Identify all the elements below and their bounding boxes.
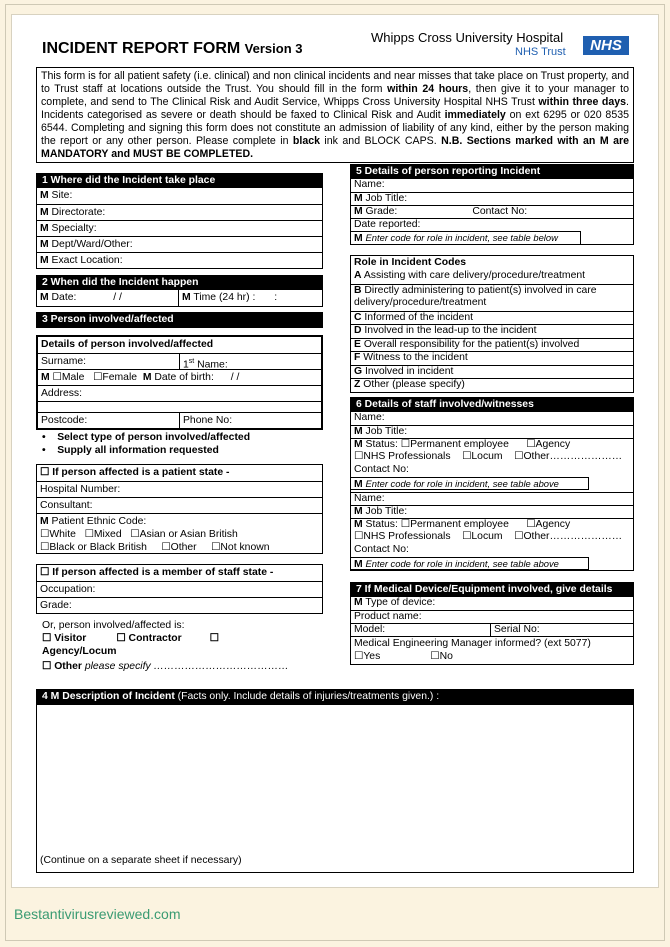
- not-known-checkbox[interactable]: ☐Not known: [211, 542, 270, 553]
- section-6-heading: 6 Details of staff involved/witnesses: [351, 398, 633, 412]
- role-code-item: delivery/procedure/treatment: [354, 297, 487, 308]
- staff-type-row[interactable]: [351, 531, 633, 544]
- role-codes-heading: Role in Incident Codes: [354, 257, 466, 268]
- person-details-box: [36, 335, 323, 430]
- reporter-name-field[interactable]: Name:: [354, 179, 385, 190]
- consultant-field[interactable]: Consultant:: [37, 497, 322, 513]
- role-code-item: Z Other (please specify): [351, 378, 633, 392]
- patient-heading[interactable]: ☐ If person affected is a patient state -: [40, 467, 230, 478]
- section-5-reporter: [350, 164, 634, 245]
- section-3-heading: 3 Person involved/affected: [37, 313, 322, 327]
- reporter-role-field[interactable]: M Enter code for role in incident, see table below: [351, 231, 581, 244]
- staff-heading[interactable]: ☐ If person affected is a member of staff state -: [40, 567, 274, 578]
- other-person-type: Or, person involved/affected is: ☐ Visitor ☐ Contractor ☐ Agency/Locum ☐ Other please specify …………………………………: [42, 620, 289, 672]
- model-field[interactable]: Model:: [351, 624, 491, 636]
- asian-checkbox[interactable]: ☐Asian or Asian British: [130, 529, 238, 540]
- section-4-description: [36, 689, 634, 873]
- other-staff-checkbox[interactable]: ☐Other…………………: [514, 531, 623, 542]
- locum-checkbox[interactable]: ☐Locum: [462, 451, 503, 462]
- section-4-heading: 4 M Description of Incident (Facts only. Include details of injuries/treatments given.) :: [37, 690, 633, 704]
- male-checkbox[interactable]: ☐Male: [52, 372, 85, 383]
- time-field[interactable]: M Time (24 hr) : :: [182, 292, 278, 303]
- grade-field[interactable]: Grade:: [37, 597, 322, 613]
- role-code-item: E Overall responsibility for the patient(s) involved: [351, 338, 633, 352]
- dept-field[interactable]: M Dept/Ward/Other:: [37, 236, 322, 252]
- manager-informed-group: Medical Engineering Manager informed? (ext 5077) ☐Yes ☐No: [351, 636, 633, 664]
- role-code-item: A Assisting with care delivery/procedure/treatment: [354, 270, 586, 281]
- role-code-item: C Informed of the incident: [351, 311, 633, 325]
- contractor-checkbox[interactable]: ☐ Contractor: [116, 633, 182, 644]
- nhs-prof-checkbox[interactable]: ☐NHS Professionals: [354, 531, 451, 542]
- reporter-grade-field[interactable]: M Grade: Contact No:: [351, 205, 633, 218]
- patient-box: [36, 464, 323, 554]
- staff-status-field[interactable]: M Status: ☐Permanent employee ☐Agency: [351, 518, 633, 531]
- staff-job-field[interactable]: M Job Title:: [351, 425, 633, 438]
- section-3-person: [36, 312, 323, 328]
- hospital-name: Whipps Cross University Hospital: [371, 30, 564, 45]
- site-field[interactable]: M Site:: [40, 190, 73, 201]
- continue-note: (Continue on a separate sheet if necessary): [40, 855, 242, 866]
- product-name-field[interactable]: Product name:: [351, 610, 633, 623]
- visitor-checkbox[interactable]: ☐ Visitor: [42, 633, 87, 644]
- role-code-item: F Witness to the incident: [351, 351, 633, 365]
- role-code-item: G Involved in incident: [351, 365, 633, 379]
- form-version: Version 3: [244, 41, 303, 56]
- form-sheet: [11, 14, 659, 888]
- mixed-checkbox[interactable]: ☐Mixed: [84, 529, 122, 540]
- section-7-device: [350, 582, 634, 665]
- staff-contact-field[interactable]: Contact No:: [354, 464, 409, 475]
- role-code-item: B Directly administering to patient(s) involved in care: [351, 284, 633, 298]
- intro-text: This form is for all patient safety (i.e. clinical) and non clinical incidents and near misses that take place on Trust property, and to Trust staff at locations outside the Trust. You should fill in the form within 24 hours, then give it to your manager to complete, and send to The Clinical Risk and Audit Service, Whipps Cross University Hospital NHS Trust within three days. Incidents categorised as severe or death should be faxed to Clinical Risk and Audit immediately on ext 6295 or 020 8535 6544. Completing and signing this form does not constitute an admission of liability of any kind, either by the person making the report or any other person. Please complete in black ink and BLOCK CAPS. N.B. Sections marked with an M are MANDATORY and MUST BE COMPLETED.: [36, 67, 634, 163]
- female-checkbox[interactable]: ☐Female: [93, 372, 138, 383]
- staff-box: [36, 564, 323, 614]
- phone-field[interactable]: Phone No:: [183, 415, 233, 426]
- specialty-field[interactable]: M Specialty:: [37, 220, 322, 236]
- agency-staff-checkbox[interactable]: ☐Agency: [526, 519, 571, 530]
- other-ethnic-checkbox[interactable]: ☐Other: [161, 542, 197, 553]
- date-field[interactable]: M Date: / /: [37, 290, 179, 306]
- reporter-job-field[interactable]: M Job Title:: [351, 192, 633, 205]
- agency-checkbox[interactable]: ☐: [209, 633, 219, 644]
- surname-field[interactable]: Surname:: [38, 354, 180, 369]
- ethnic-code-group: M Patient Ethnic Code: ☐White ☐Mixed ☐Asian or Asian British ☐Black or Black British ☐Other ☐Not known: [37, 513, 322, 553]
- address-line-2[interactable]: [38, 401, 321, 412]
- trust-name: NHS Trust: [515, 46, 566, 58]
- nhs-prof-checkbox[interactable]: ☐NHS Professionals: [354, 451, 451, 462]
- first-name-field[interactable]: 1st Name:: [183, 358, 228, 369]
- person-details-heading: Details of person involved/affected: [41, 339, 214, 350]
- watermark: Bestantivirusreviewed.com: [14, 906, 181, 922]
- staff-status-field[interactable]: M Status: ☐Permanent employee ☐Agency: [351, 438, 633, 451]
- gender-dob-row[interactable]: M ☐Male ☐Female M Date of birth: / /: [38, 369, 321, 385]
- yes-checkbox[interactable]: ☐Yes: [354, 651, 381, 662]
- section-7-heading: 7 If Medical Device/Equipment involved, give details: [351, 583, 633, 597]
- serial-field[interactable]: Serial No:: [494, 624, 540, 635]
- section-1-heading: 1 Where did the Incident take place: [37, 174, 322, 188]
- address-field[interactable]: Address:: [38, 385, 321, 401]
- description-textarea[interactable]: [37, 704, 633, 854]
- bullet-list: • Select type of person involved/affected • Supply all information requested: [42, 432, 251, 456]
- role-code-item: D Involved in the lead-up to the incident: [351, 324, 633, 338]
- locum-checkbox[interactable]: ☐Locum: [462, 531, 503, 542]
- staff-role-field[interactable]: M Enter code for role in incident, see table above: [351, 557, 589, 570]
- form-title: INCIDENT REPORT FORM Version 3: [42, 40, 303, 57]
- directorate-field[interactable]: M Directorate:: [37, 204, 322, 220]
- role-codes-table: [350, 255, 634, 393]
- nhs-logo: NHS: [583, 36, 629, 55]
- no-checkbox[interactable]: ☐No: [430, 651, 453, 662]
- staff-type-row[interactable]: [351, 451, 633, 464]
- section-5-heading: 5 Details of person reporting Incident: [351, 165, 633, 179]
- occupation-field[interactable]: Occupation:: [37, 581, 322, 597]
- role-codes-list: [351, 270, 633, 392]
- section-2-when: [36, 275, 323, 307]
- section-2-heading: 2 When did the Incident happen: [37, 276, 322, 290]
- other-checkbox[interactable]: ☐ Other: [42, 661, 82, 672]
- staff-name-field[interactable]: Name:: [354, 412, 385, 423]
- black-checkbox[interactable]: ☐Black or Black British: [40, 542, 147, 553]
- staff-name-field[interactable]: Name:: [351, 492, 633, 505]
- staff-role-field[interactable]: M Enter code for role in incident, see table above: [351, 477, 589, 490]
- staff-job-field[interactable]: M Job Title:: [351, 505, 633, 518]
- staff-contact-field[interactable]: Contact No:: [354, 544, 409, 555]
- section-1-location: [36, 173, 323, 269]
- white-checkbox[interactable]: ☐White: [40, 529, 76, 540]
- permanent-checkbox[interactable]: Status: ☐Permanent employee: [365, 439, 509, 450]
- device-type-field[interactable]: M Type of device:: [354, 597, 436, 608]
- date-reported-field[interactable]: Date reported:: [351, 218, 633, 231]
- permanent-checkbox[interactable]: Status: ☐Permanent employee: [365, 519, 509, 530]
- other-staff-checkbox[interactable]: ☐Other…………………: [514, 451, 623, 462]
- postcode-field[interactable]: Postcode:: [38, 413, 180, 428]
- agency-staff-checkbox[interactable]: ☐Agency: [526, 439, 571, 450]
- hospital-number-field[interactable]: Hospital Number:: [37, 481, 322, 497]
- exact-location-field[interactable]: M Exact Location:: [37, 252, 322, 268]
- reporter-contact-field[interactable]: Contact No:: [472, 206, 528, 217]
- section-6-staff: [350, 397, 634, 571]
